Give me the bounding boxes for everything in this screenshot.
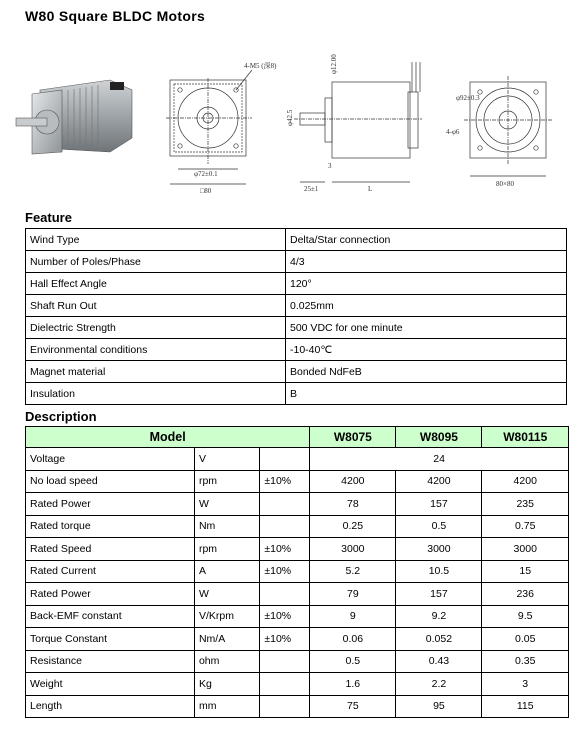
row-name: Resistance	[26, 650, 195, 673]
row-value-w8095: 10.5	[396, 560, 482, 583]
table-row	[26, 628, 569, 651]
row-unit: A	[194, 560, 259, 583]
row-unit: Kg	[194, 673, 259, 696]
table-row	[26, 383, 567, 405]
row-tolerance	[260, 673, 310, 696]
row-name: Voltage	[26, 448, 195, 471]
row-unit: rpm	[194, 538, 259, 561]
description-heading: Description	[25, 409, 97, 424]
svg-text:L: L	[368, 185, 373, 193]
feature-label: Wind Type	[26, 229, 286, 251]
feature-label: Insulation	[26, 383, 286, 405]
table-row	[26, 515, 569, 538]
svg-text:φ42.5: φ42.5	[286, 109, 294, 126]
row-name: Rated Power	[26, 583, 195, 606]
row-unit: V/Krpm	[194, 605, 259, 628]
front-view	[166, 62, 277, 195]
svg-text:φ92±0.3: φ92±0.3	[456, 94, 480, 102]
svg-text:4-M5 (深8): 4-M5 (深8)	[244, 62, 277, 70]
svg-text:φ12.00: φ12.00	[330, 54, 338, 74]
row-value-w80115: 3000	[482, 538, 569, 561]
row-tolerance	[260, 515, 310, 538]
side-view	[286, 54, 422, 193]
row-tolerance	[260, 695, 310, 718]
row-unit: mm	[194, 695, 259, 718]
header-w8075: W8075	[310, 427, 396, 448]
row-value-w8095: 95	[396, 695, 482, 718]
row-value-w8075: 0.25	[310, 515, 396, 538]
row-tolerance: ±10%	[260, 470, 310, 493]
row-value-w8075: 3000	[310, 538, 396, 561]
row-name: Rated Power	[26, 493, 195, 516]
feature-table	[25, 228, 567, 405]
row-value-w8075: 78	[310, 493, 396, 516]
row-value-w80115: 235	[482, 493, 569, 516]
table-row	[26, 295, 567, 317]
table-row	[26, 695, 569, 718]
row-tolerance: ±10%	[260, 628, 310, 651]
row-value-w8095: 0.5	[396, 515, 482, 538]
table-row	[26, 560, 569, 583]
svg-text:φ72±0.1: φ72±0.1	[194, 170, 218, 178]
row-value-w8095: 4200	[396, 470, 482, 493]
row-name: Rated Current	[26, 560, 195, 583]
row-value-w8095: 157	[396, 493, 482, 516]
row-value-w80115: 0.35	[482, 650, 569, 673]
table-row	[26, 650, 569, 673]
row-value-w8075: 4200	[310, 470, 396, 493]
svg-text:3: 3	[328, 162, 332, 170]
row-tolerance: ±10%	[260, 560, 310, 583]
header-w80115: W80115	[482, 427, 569, 448]
row-tolerance	[260, 448, 310, 471]
row-unit: Nm	[194, 515, 259, 538]
svg-text:25±1: 25±1	[304, 185, 319, 193]
row-tolerance	[260, 650, 310, 673]
feature-label: Shaft Run Out	[26, 295, 286, 317]
row-value-w80115: 236	[482, 583, 569, 606]
row-unit: W	[194, 583, 259, 606]
row-value-w80115: 115	[482, 695, 569, 718]
table-row	[26, 470, 569, 493]
row-value-w80115: 0.05	[482, 628, 569, 651]
row-name: No load speed	[26, 470, 195, 493]
row-value-w8095: 2.2	[396, 673, 482, 696]
table-row	[26, 448, 569, 471]
table-row	[26, 273, 567, 295]
feature-heading: Feature	[25, 210, 72, 225]
row-name: Length	[26, 695, 195, 718]
table-row	[26, 317, 567, 339]
row-value-w80115: 3	[482, 673, 569, 696]
row-value-w8095: 0.052	[396, 628, 482, 651]
feature-value: 120°	[286, 273, 567, 295]
table-row	[26, 229, 567, 251]
feature-label: Magnet material	[26, 361, 286, 383]
row-unit: W	[194, 493, 259, 516]
row-value-w80115: 4200	[482, 470, 569, 493]
row-value-w8075: 1.6	[310, 673, 396, 696]
row-value-w8075: 0.5	[310, 650, 396, 673]
row-tolerance: ±10%	[260, 605, 310, 628]
row-name: Rated torque	[26, 515, 195, 538]
table-row	[26, 605, 569, 628]
feature-value: 4/3	[286, 251, 567, 273]
dimension-drawing	[160, 52, 570, 197]
row-value-all: 24	[310, 448, 569, 471]
row-value-w8075: 75	[310, 695, 396, 718]
row-name: Back-EMF constant	[26, 605, 195, 628]
svg-text:4-φ6: 4-φ6	[446, 128, 460, 136]
feature-value: Bonded NdFeB	[286, 361, 567, 383]
table-row	[26, 251, 567, 273]
row-value-w8075: 0.06	[310, 628, 396, 651]
row-unit: rpm	[194, 470, 259, 493]
description-table	[25, 426, 569, 718]
header-model: Model	[26, 427, 310, 448]
row-name: Rated Speed	[26, 538, 195, 561]
table-row	[26, 538, 569, 561]
row-value-w8095: 157	[396, 583, 482, 606]
row-value-w80115: 15	[482, 560, 569, 583]
feature-value: Delta/Star connection	[286, 229, 567, 251]
row-value-w8095: 0.43	[396, 650, 482, 673]
feature-label: Number of Poles/Phase	[26, 251, 286, 273]
row-tolerance	[260, 493, 310, 516]
row-value-w80115: 9.5	[482, 605, 569, 628]
feature-value: B	[286, 383, 567, 405]
rear-view	[446, 76, 552, 188]
row-value-w8075: 9	[310, 605, 396, 628]
row-name: Torque Constant	[26, 628, 195, 651]
row-unit: ohm	[194, 650, 259, 673]
row-unit: V	[194, 448, 259, 471]
svg-text:□80: □80	[200, 187, 212, 195]
row-tolerance: ±10%	[260, 538, 310, 561]
row-value-w8095: 9.2	[396, 605, 482, 628]
feature-value: -10-40℃	[286, 339, 567, 361]
motor-photo	[10, 72, 138, 164]
page-title: W80 Square BLDC Motors	[25, 8, 206, 24]
table-row	[26, 361, 567, 383]
table-row	[26, 493, 569, 516]
feature-value: 500 VDC for one minute	[286, 317, 567, 339]
feature-label: Environmental conditions	[26, 339, 286, 361]
row-name: Weight	[26, 673, 195, 696]
table-header-row	[26, 427, 569, 448]
row-value-w8095: 3000	[396, 538, 482, 561]
table-row	[26, 673, 569, 696]
row-value-w8075: 79	[310, 583, 396, 606]
header-w8095: W8095	[396, 427, 482, 448]
feature-label: Hall Effect Angle	[26, 273, 286, 295]
row-value-w8075: 5.2	[310, 560, 396, 583]
feature-label: Dielectric Strength	[26, 317, 286, 339]
table-row	[26, 583, 569, 606]
row-unit: Nm/A	[194, 628, 259, 651]
svg-text:80×80: 80×80	[496, 180, 514, 188]
feature-value: 0.025mm	[286, 295, 567, 317]
row-value-w80115: 0.75	[482, 515, 569, 538]
table-row	[26, 339, 567, 361]
row-tolerance	[260, 583, 310, 606]
